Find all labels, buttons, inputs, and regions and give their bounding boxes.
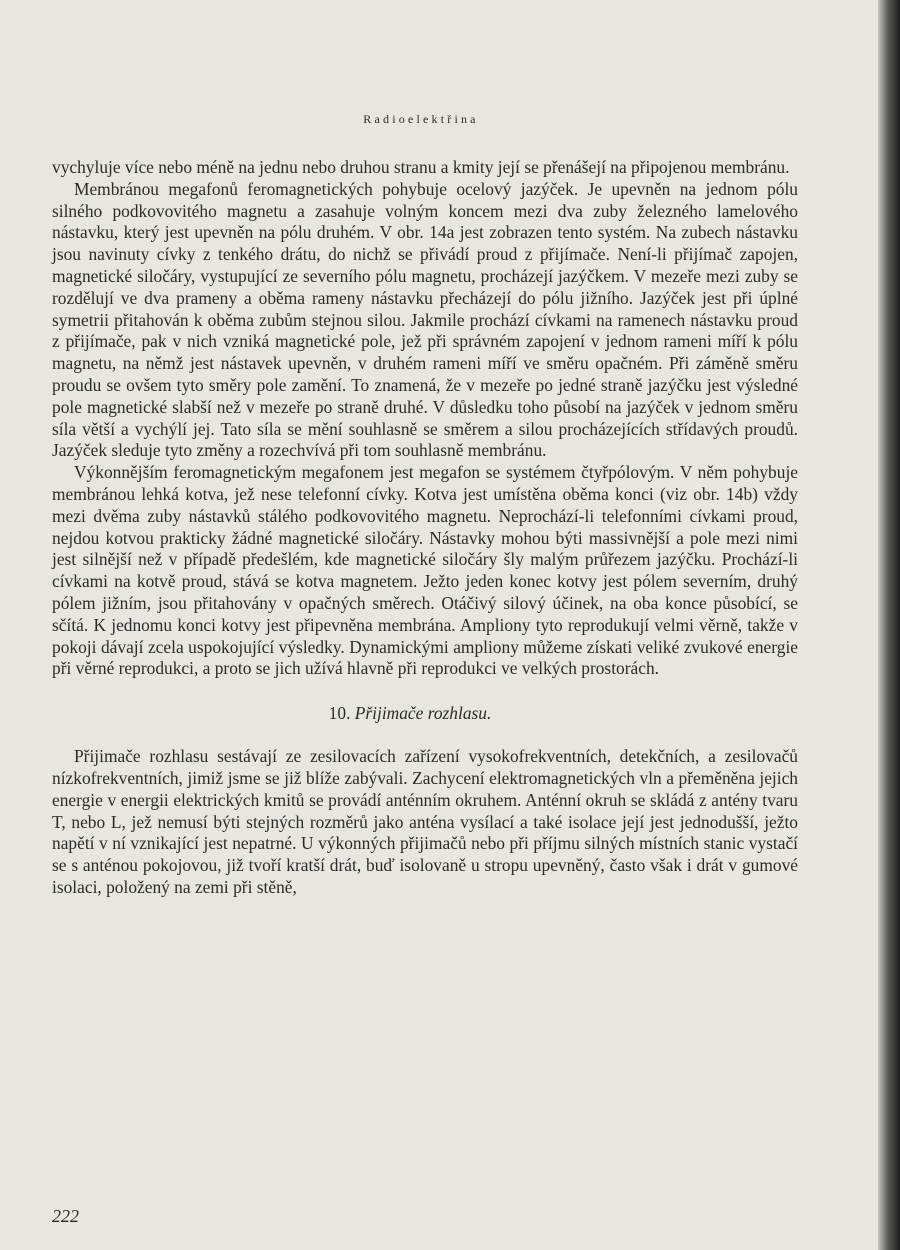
page-number: 222 (52, 1206, 79, 1226)
paragraph-four-pole-megaphone: Výkonnějším feromagnetickým megafonem jest megafon se systémem čtyřpólovým. V něm pohybuje membránou lehká kotva, jež nese telefonní cívky. Kotva jest umístěna oběma konci (viz obr. 14b) vždy mezi dvěma zuby nástavků stálého podkovovitého magnetu. Neprochází-li telefonními cívkami proud, nejdou kotvou prakticky žádné magnetické siločáry. Nástavky mohou býti massivnější a pole mezi nimi jest silnější než v případě předešlém, kde magnetické siločáry šly malým průřezem jazýčku. Prochází-li cívkami na kotvě proud, stává se kotva magnetem. Ježto jeden konec kotvy jest pólem severním, druhý pólem jižním, jsou přitahovány v opačných směrech. Otáčivý silový účinek, na oba konce působící, se sčítá. K jednomu konci kotvy jest připevněna membrána. Ampliony tyto reprodukují velmi věrně, takže v pokoji dávají zcela uspokojující výsledky. Dynamickými ampliony můžeme získati veliké zvukové energie při věrné reprodukci, a proto se jich užívá hlavně při reprodukci ve velkých prostorách. (52, 462, 798, 679)
paragraph-continued: vychyluje více nebo méně na jednu nebo druhou stranu a kmity její se přenášejí na připojenou membránu. (52, 157, 790, 177)
page-binding-edge (878, 0, 900, 1250)
paragraph-radio-receivers: Přijimače rozhlasu sestávají ze zesilovacích zařízení vysokofrekventních, detekčních, a zesilovačů nízkofrekventních, jimiž jsme se již blíže zabývali. Zachycení elektromagnetických vln a přeměněna jejich energie v energii elektrických kmitů se provádí anténním okruhem. Anténní okruh se skládá z antény tvaru T, nebo L, jež nemusí býti stejných rozměrů jako anténa vysílací a také isolace její jest jednodušší, ježto napětí v ní vznikající jest nepatrné. U výkonných přijimačů nebo při příjmu silných místních stanic vystačí se s anténou pokojovou, již tvoří kratší drát, buď isolovaně u stropu upevněný, často však i drát v gumové isolaci, položený na zemi při stěně, (52, 746, 798, 897)
section-heading (52, 702, 798, 724)
running-head: Radioelektřina (363, 112, 479, 126)
section-number: 10. (328, 703, 351, 724)
paragraph-ferromagnetic-megaphone: Membránou megafonů feromagnetických pohybuje ocelový jazýček. Je upevněn na jednom pólu silného podkovovitého magnetu a zasahuje volným koncem mezi dva zuby železného lamelového nástavku, který jest upevněn na pólu druhém. V obr. 14a jest zobrazen tento systém. Na zubech nástavku jsou navinuty cívky z tenkého drátu, do nichž se přivádí proud z přijímače. Není-li přijímač zapojen, magnetické siločáry, vystupující ze severního pólu magnetu, procházejí jazýčkem. V mezeře mezi zuby se rozdělují ve dva prameny a oběma rameny nástavku přecházejí do pólu jižního. Jazýček jest při úplné symetrii přitahován k oběma zubům stejnou silou. Jakmile prochází cívkami na ramenech nástavku proud z přijímače, pak v nich vzniká magnetické pole, jež při správném zapojení v jednom rameni míří k pólu magnetu, na němž jest nástavek upevněn, v druhém rameni míří ve směru opačném. Při záměně směru proudu se ovšem tyto směry pole zamění. To znamená, že v mezeře po jedné straně jazýčku jest výsledné pole magnetické slabší než v mezeře po straně druhé. V důsledku toho působí na jazýček v jednom směru síla větší a vychýlí jej. Tato síla se mění souhlasně se směrem a silou procházejících střídavých proudů. Jazýček sleduje tyto změny a rozechvívá při tom souhlasně membránu. (52, 178, 798, 461)
section-title: Přijimače rozhlasu. (354, 703, 492, 724)
body-text (52, 157, 798, 899)
